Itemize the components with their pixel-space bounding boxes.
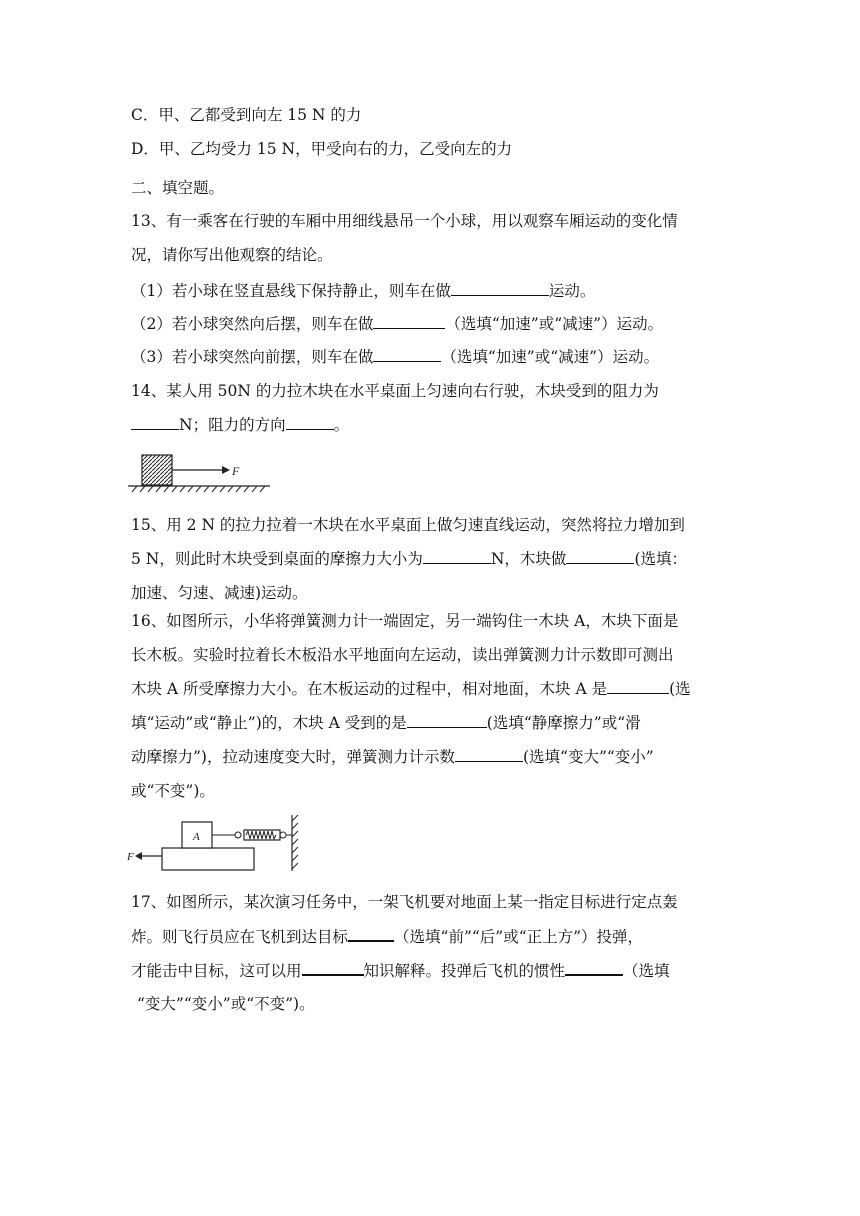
q14-line-2 xyxy=(131,414,735,436)
q16-line-5 xyxy=(131,746,735,768)
answer-blank[interactable] xyxy=(451,280,549,296)
q16-line-3-end: (选 xyxy=(669,680,691,698)
q15-line-2-mid: N，木块做 xyxy=(490,550,567,568)
scale-ring xyxy=(280,832,286,838)
answer-blank[interactable] xyxy=(131,414,179,430)
answer-blank[interactable] xyxy=(302,959,364,976)
q16-line-3 xyxy=(131,678,735,700)
answer-blank[interactable] xyxy=(286,414,334,430)
force-arrow-head xyxy=(222,466,230,474)
answer-blank[interactable] xyxy=(455,746,523,762)
wall-hatch xyxy=(292,815,298,869)
long-board xyxy=(162,848,254,870)
answer-blank[interactable] xyxy=(565,959,623,976)
q17-line-3 xyxy=(131,959,735,982)
q13-sub-3-end: （选填“加速”或“减速”）运动。 xyxy=(441,348,660,366)
section-title: 二、填空题。 xyxy=(131,179,225,197)
answer-blank[interactable] xyxy=(566,548,634,564)
q16-line-3-text: 木块 A 所受摩擦力大小。在木板运动的过程中，相对地面，木块 A 是 xyxy=(131,680,608,698)
pull-force-arrow-head xyxy=(135,852,142,860)
q13-line-1: 13、有一乘客在行驶的车厢中用细线悬吊一个小球，用以观察车厢运动的变化情 xyxy=(131,212,678,230)
block-force-diagram xyxy=(128,451,270,495)
q16-line-4-end: (选填“静摩擦力”或“滑 xyxy=(486,714,641,732)
q16-line-5-end: (选填“变大”“变小” xyxy=(522,748,654,766)
option-c: C．甲、乙都受到向左 15 N 的力 xyxy=(131,106,362,124)
q15-line-3: 加速、匀速、减速)运动。 xyxy=(131,584,308,602)
option-d: D．甲、乙均受力 15 N，甲受向右的力，乙受向左的力 xyxy=(131,140,513,158)
q13-sub-3 xyxy=(131,346,735,368)
q17-line-3-text: 才能击中目标，这可以用 xyxy=(131,962,302,980)
answer-blank[interactable] xyxy=(348,925,394,942)
q16-line-5-text: 动摩擦力”)，拉动速度变大时，弹簧测力计示数 xyxy=(131,748,455,766)
q17-line-4: “变大”“变小”或“不变”)。 xyxy=(137,995,315,1013)
q13-sub-2-text: （2）若小球突然向后摆，则车在做 xyxy=(131,315,374,333)
q13-sub-2 xyxy=(131,313,735,335)
answer-blank[interactable] xyxy=(373,346,441,362)
q13-sub-1 xyxy=(131,280,735,302)
q14-line-1: 14、某人用 50N 的力拉木块在水平桌面上匀速向右行驶，木块受到的阻力为 xyxy=(131,382,659,400)
q16-line-1: 16、如图所示，小华将弹簧测力计一端固定，另一端钩住一木块 A，木块下面是 xyxy=(131,612,679,630)
q13-sub-3-text: （3）若小球突然向前摆，则车在做 xyxy=(131,348,374,366)
ground-hatch xyxy=(132,486,265,492)
q13-sub-1-end: 运动。 xyxy=(548,282,596,300)
hook-ring xyxy=(235,832,241,838)
q13-sub-1-text: （1）若小球在竖直悬线下保持静止，则车在做 xyxy=(131,282,451,300)
q16-line-6: 或“不变”)。 xyxy=(131,782,215,800)
force-label: F xyxy=(232,464,240,478)
wooden-block xyxy=(142,455,172,485)
block-a-label: A xyxy=(193,831,200,843)
q15-line-1: 15、用 2 N 的拉力拉着一木块在水平桌面上做匀速直线运动，突然将拉力增加到 xyxy=(131,516,685,534)
q17-line-2-text: 炸。则飞行员应在飞机到达目标 xyxy=(131,928,349,946)
q15-line-2-text: 5 N，则此时木块受到桌面的摩擦力大小为 xyxy=(131,550,423,568)
answer-blank[interactable] xyxy=(423,548,491,564)
q17-line-1: 17、如图所示，某次演习任务中，一架飞机要对地面上某一指定目标进行定点轰 xyxy=(131,893,678,911)
q17-line-3-mid: 知识解释。投弹后飞机的惯性 xyxy=(363,962,566,980)
q14-line-2-end: 。 xyxy=(333,416,350,434)
q16-line-4-text: 填“运动”或“静止”)的，木块 A 受到的是 xyxy=(131,714,407,732)
q16-line-2: 长木板。实验时拉着长木板沿水平地面向左运动，读出弹簧测力计示数即可测出 xyxy=(131,646,674,664)
q13-line-2: 况，请你写出他观察的结论。 xyxy=(131,246,333,264)
spring-scale-diagram xyxy=(126,813,306,875)
q17-line-3-end: （选填 xyxy=(623,962,670,980)
q15-line-2-end: (选填： xyxy=(634,550,687,568)
q16-line-4 xyxy=(131,712,735,734)
q13-sub-2-end: （选填“加速”或“减速”）运动。 xyxy=(445,315,664,333)
q15-line-2 xyxy=(131,548,735,570)
q17-line-2 xyxy=(131,925,735,948)
q14-line-2-text: N；阻力的方向 xyxy=(179,416,286,434)
answer-blank[interactable] xyxy=(407,712,487,728)
q17-line-2-end: （选填“前”“后”或“正上方”）投弹， xyxy=(394,928,644,946)
answer-blank[interactable] xyxy=(373,313,445,329)
pull-force-label: F xyxy=(127,851,134,863)
answer-blank[interactable] xyxy=(607,678,669,694)
